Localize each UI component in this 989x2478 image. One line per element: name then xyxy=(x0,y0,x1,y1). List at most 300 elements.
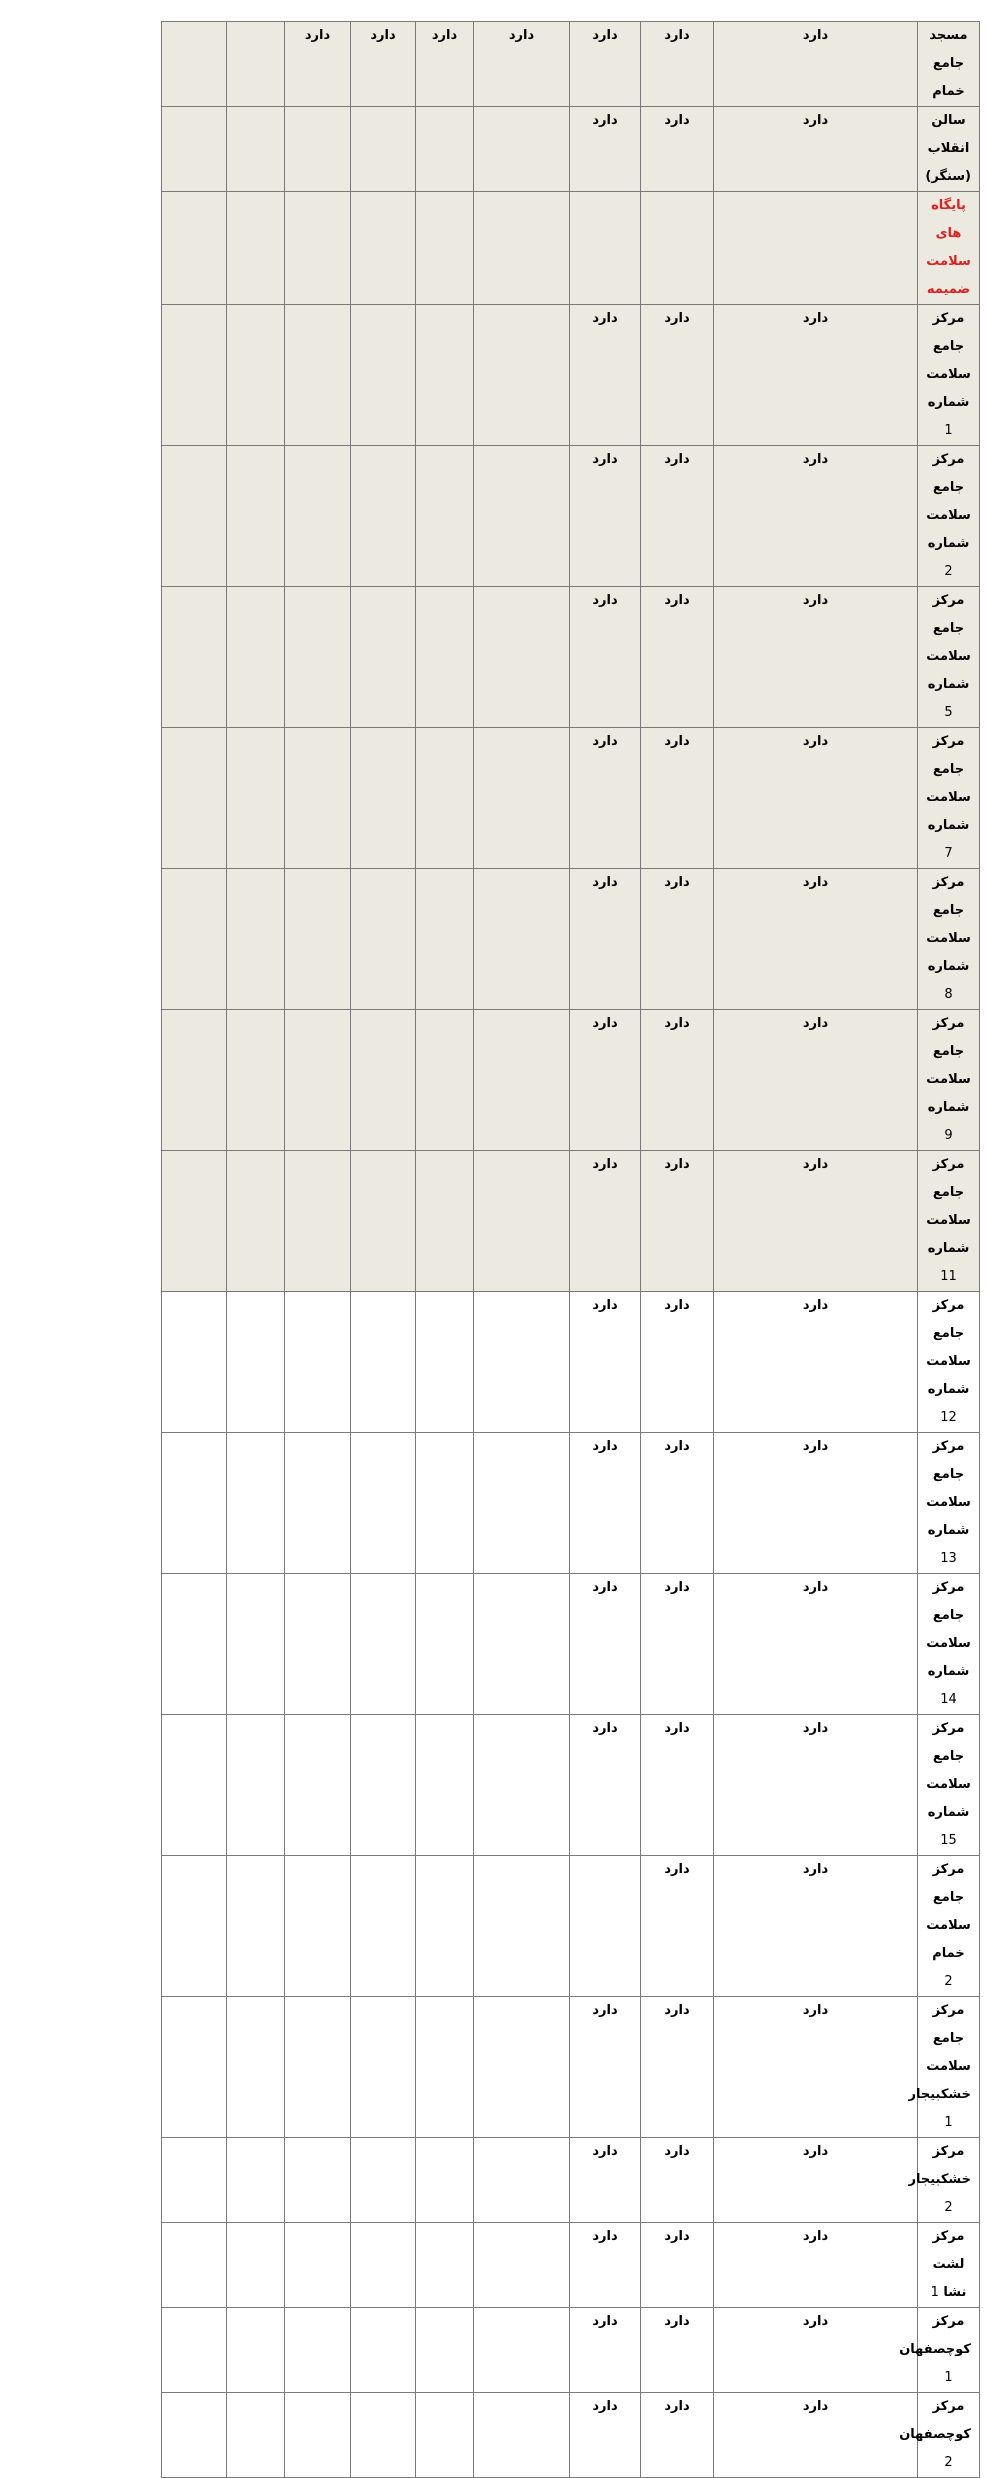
table-row xyxy=(162,107,980,192)
value-cell xyxy=(714,192,918,305)
value-cell xyxy=(162,1715,227,1856)
value-cell xyxy=(570,1715,641,1856)
value-cell xyxy=(570,2223,641,2308)
value-text: دارد xyxy=(592,2399,618,2414)
value-cell xyxy=(351,1574,416,1715)
value-text: دارد xyxy=(802,1721,829,1736)
value-cell xyxy=(351,1433,416,1574)
center-name-cell xyxy=(918,305,980,446)
value-cell xyxy=(570,2393,641,2478)
value-text: دارد xyxy=(592,2003,618,2018)
value-cell xyxy=(714,107,918,192)
value-cell xyxy=(227,587,285,728)
value-cell xyxy=(351,1292,416,1433)
center-name: مسجد جامع خمام xyxy=(929,28,968,99)
value-cell xyxy=(474,1574,570,1715)
value-cell xyxy=(714,1574,918,1715)
value-text: دارد xyxy=(802,1157,829,1172)
value-cell xyxy=(416,869,474,1010)
value-text: دارد xyxy=(802,2003,829,2018)
center-number: 7 xyxy=(944,846,953,861)
value-cell xyxy=(570,869,641,1010)
center-name: مرکز جامع سلامت شماره xyxy=(926,875,971,974)
value-cell xyxy=(641,446,714,587)
value-text: دارد xyxy=(592,1157,618,1172)
center-name: مرکز جامع سلامت شماره xyxy=(926,1439,971,1538)
value-cell xyxy=(162,1574,227,1715)
value-cell xyxy=(641,728,714,869)
center-number: 2 xyxy=(944,1974,953,1989)
value-cell xyxy=(162,1856,227,1997)
value-text: دارد xyxy=(664,593,690,608)
section-header: پایگاه های سلامت ضمیمه xyxy=(926,198,971,297)
value-text: دارد xyxy=(592,311,618,326)
value-cell xyxy=(570,22,641,107)
table-row xyxy=(162,2223,980,2308)
value-cell xyxy=(641,1010,714,1151)
center-number: 1 xyxy=(944,423,953,438)
center-name-cell xyxy=(908,1997,980,2138)
value-cell xyxy=(416,587,474,728)
center-name-cell xyxy=(918,446,980,587)
value-cell xyxy=(416,1010,474,1151)
value-cell xyxy=(714,1292,918,1433)
value-text: دارد xyxy=(802,875,829,890)
value-text: دارد xyxy=(304,28,331,43)
value-text: دارد xyxy=(664,2144,690,2159)
value-cell xyxy=(227,1010,285,1151)
value-text: دارد xyxy=(664,2399,690,2414)
value-cell xyxy=(641,107,714,192)
value-cell xyxy=(227,1856,285,1997)
value-cell xyxy=(162,107,227,192)
center-number: 5 xyxy=(944,705,953,720)
value-cell xyxy=(474,728,570,869)
value-cell xyxy=(570,1433,641,1574)
value-text: دارد xyxy=(664,2229,690,2244)
value-cell xyxy=(416,305,474,446)
value-text: دارد xyxy=(508,28,535,43)
table-row xyxy=(162,192,980,305)
value-text: دارد xyxy=(664,734,690,749)
value-text: دارد xyxy=(802,2399,829,2414)
table-body xyxy=(162,22,980,2478)
value-cell xyxy=(227,1997,285,2138)
value-cell xyxy=(351,107,416,192)
value-cell xyxy=(570,1292,641,1433)
center-name: مرکز جامع سلامت خمام xyxy=(926,1862,971,1961)
value-cell xyxy=(162,1010,227,1151)
value-cell xyxy=(570,2138,641,2223)
center-name: مرکز کوچصفهان xyxy=(899,2399,971,2442)
value-text: دارد xyxy=(802,1439,829,1454)
center-name-cell xyxy=(899,2308,980,2393)
value-cell xyxy=(474,1997,570,2138)
value-cell xyxy=(416,446,474,587)
value-text: دارد xyxy=(592,452,618,467)
value-cell xyxy=(416,728,474,869)
value-cell xyxy=(162,446,227,587)
value-cell xyxy=(285,1574,351,1715)
value-cell xyxy=(570,192,641,305)
value-cell xyxy=(474,1010,570,1151)
table-row xyxy=(162,587,980,728)
value-cell xyxy=(227,2308,285,2393)
value-text: دارد xyxy=(664,1721,690,1736)
value-text: دارد xyxy=(592,1580,618,1595)
value-cell xyxy=(641,2223,714,2308)
table-row xyxy=(162,869,980,1010)
center-name-cell xyxy=(918,1574,980,1715)
value-cell xyxy=(416,1997,474,2138)
value-text: دارد xyxy=(592,593,618,608)
value-cell xyxy=(570,1151,641,1292)
center-name-cell xyxy=(918,1433,980,1574)
center-name: مرکز جامع سلامت شماره xyxy=(926,1298,971,1397)
value-cell xyxy=(351,1856,416,1997)
value-text: دارد xyxy=(664,311,690,326)
value-text: دارد xyxy=(802,1298,829,1313)
table-row xyxy=(162,305,980,446)
value-cell xyxy=(416,1433,474,1574)
value-cell xyxy=(641,305,714,446)
center-name: مرکز خشکبیجار xyxy=(908,2144,971,2187)
value-cell xyxy=(641,1997,714,2138)
value-cell xyxy=(641,192,714,305)
value-cell xyxy=(474,1856,570,1997)
center-name-cell xyxy=(918,1151,980,1292)
center-name: مرکز جامع سلامت شماره xyxy=(926,311,971,410)
value-cell xyxy=(285,107,351,192)
value-cell xyxy=(285,2308,351,2393)
value-text: دارد xyxy=(664,875,690,890)
value-cell xyxy=(714,1010,918,1151)
value-cell xyxy=(641,1574,714,1715)
center-number: 12 xyxy=(940,1410,957,1425)
value-cell xyxy=(474,305,570,446)
value-cell xyxy=(227,1715,285,1856)
value-text: دارد xyxy=(664,2003,690,2018)
value-cell xyxy=(162,1292,227,1433)
value-text: دارد xyxy=(592,113,618,128)
table-row xyxy=(162,1856,980,1997)
center-number: 1 xyxy=(944,2115,953,2130)
value-cell xyxy=(714,305,918,446)
value-cell xyxy=(714,2393,918,2478)
value-cell xyxy=(641,2138,714,2223)
value-cell xyxy=(227,728,285,869)
value-cell xyxy=(285,1010,351,1151)
value-cell xyxy=(570,446,641,587)
table-row xyxy=(162,1574,980,1715)
value-cell xyxy=(474,2138,570,2223)
value-text: دارد xyxy=(592,875,618,890)
value-text: دارد xyxy=(370,28,396,43)
value-cell xyxy=(227,1574,285,1715)
center-name: مرکز جامع سلامت شماره xyxy=(926,734,971,833)
value-cell xyxy=(474,192,570,305)
value-cell xyxy=(416,107,474,192)
center-number: 2 xyxy=(944,2455,953,2470)
value-cell xyxy=(641,1433,714,1574)
value-cell xyxy=(351,1997,416,2138)
center-name-cell xyxy=(918,192,980,305)
value-cell xyxy=(162,869,227,1010)
table-row xyxy=(162,446,980,587)
value-cell xyxy=(227,2223,285,2308)
value-text: دارد xyxy=(664,1298,690,1313)
value-cell xyxy=(714,1715,918,1856)
value-cell xyxy=(285,869,351,1010)
center-name-cell xyxy=(918,869,980,1010)
value-text: دارد xyxy=(592,1016,618,1031)
value-cell xyxy=(416,2223,474,2308)
value-cell xyxy=(162,1997,227,2138)
value-cell xyxy=(474,2308,570,2393)
value-text: دارد xyxy=(592,1298,618,1313)
value-cell xyxy=(285,1433,351,1574)
center-number: 11 xyxy=(940,1269,957,1284)
value-cell xyxy=(474,1292,570,1433)
value-cell xyxy=(285,446,351,587)
center-number: 14 xyxy=(940,1692,957,1707)
value-cell xyxy=(162,2223,227,2308)
value-cell xyxy=(162,728,227,869)
value-text: دارد xyxy=(802,734,829,749)
value-cell xyxy=(285,587,351,728)
value-cell xyxy=(162,587,227,728)
value-cell xyxy=(714,1151,918,1292)
value-cell xyxy=(227,107,285,192)
value-cell xyxy=(570,305,641,446)
value-cell xyxy=(714,869,918,1010)
center-name-cell xyxy=(918,22,980,107)
value-cell xyxy=(351,2393,416,2478)
value-cell xyxy=(416,1151,474,1292)
value-text: دارد xyxy=(664,1580,690,1595)
value-text: دارد xyxy=(664,28,690,43)
value-cell xyxy=(714,1433,918,1574)
value-cell xyxy=(714,446,918,587)
value-cell xyxy=(474,2393,570,2478)
value-text: دارد xyxy=(802,452,829,467)
value-cell xyxy=(227,305,285,446)
value-cell xyxy=(285,2223,351,2308)
value-cell xyxy=(351,1010,416,1151)
value-cell xyxy=(641,1151,714,1292)
center-name: سالن انقلاب (سنگر) xyxy=(925,113,971,184)
value-cell xyxy=(227,2138,285,2223)
value-cell xyxy=(641,2308,714,2393)
center-name: مرکز جامع سلامت شماره xyxy=(926,593,971,692)
value-cell xyxy=(416,1292,474,1433)
health-centers-table xyxy=(161,21,980,2478)
value-cell xyxy=(285,1715,351,1856)
value-cell xyxy=(474,22,570,107)
value-cell xyxy=(714,2138,918,2223)
value-cell xyxy=(351,2138,416,2223)
value-cell xyxy=(285,305,351,446)
value-text: دارد xyxy=(664,2314,690,2329)
value-cell xyxy=(570,1010,641,1151)
value-text: دارد xyxy=(802,1016,829,1031)
value-cell xyxy=(351,22,416,107)
value-text: دارد xyxy=(664,113,690,128)
center-name: مرکز جامع سلامت خشکبیجار xyxy=(908,2003,971,2102)
value-cell xyxy=(570,1856,641,1997)
value-cell xyxy=(227,1151,285,1292)
value-cell xyxy=(416,22,474,107)
value-cell xyxy=(416,2138,474,2223)
center-name-cell xyxy=(918,587,980,728)
value-text: دارد xyxy=(664,1862,690,1877)
value-cell xyxy=(714,1997,918,2138)
table-row xyxy=(162,1997,980,2138)
value-cell xyxy=(641,22,714,107)
value-cell xyxy=(570,2308,641,2393)
value-cell xyxy=(227,192,285,305)
value-cell xyxy=(416,1715,474,1856)
value-text: دارد xyxy=(592,1721,618,1736)
table-row xyxy=(162,728,980,869)
center-name: مرکز جامع سلامت شماره xyxy=(926,1016,971,1115)
value-text: دارد xyxy=(592,28,618,43)
value-text: دارد xyxy=(592,2144,618,2159)
value-cell xyxy=(162,1433,227,1574)
value-cell xyxy=(570,1574,641,1715)
value-cell xyxy=(351,446,416,587)
value-cell xyxy=(416,2308,474,2393)
value-cell xyxy=(474,107,570,192)
value-cell xyxy=(351,2223,416,2308)
value-cell xyxy=(570,587,641,728)
value-cell xyxy=(714,2223,918,2308)
center-name: مرکز کوچصفهان xyxy=(899,2314,971,2357)
value-cell xyxy=(570,107,641,192)
value-cell xyxy=(714,22,918,107)
value-text: دارد xyxy=(802,2314,829,2329)
value-cell xyxy=(227,446,285,587)
value-cell xyxy=(285,1292,351,1433)
value-cell xyxy=(351,869,416,1010)
value-cell xyxy=(416,192,474,305)
center-number: 1 xyxy=(944,2370,953,2385)
value-cell xyxy=(351,2308,416,2393)
value-cell xyxy=(714,728,918,869)
value-cell xyxy=(285,1856,351,1997)
table-row xyxy=(162,1433,980,1574)
value-text: دارد xyxy=(592,734,618,749)
value-cell xyxy=(227,2393,285,2478)
value-cell xyxy=(474,1433,570,1574)
value-cell xyxy=(162,192,227,305)
value-text: دارد xyxy=(592,1439,618,1454)
center-name-cell xyxy=(918,1856,980,1997)
value-text: دارد xyxy=(802,593,829,608)
value-cell xyxy=(162,2308,227,2393)
value-cell xyxy=(641,2393,714,2478)
value-text: دارد xyxy=(802,2229,829,2244)
value-cell xyxy=(714,587,918,728)
center-name-cell xyxy=(918,2223,980,2308)
center-name-cell xyxy=(899,2393,980,2478)
center-number: 15 xyxy=(940,1833,957,1848)
center-name-cell xyxy=(918,1010,980,1151)
center-name-cell xyxy=(918,728,980,869)
value-text: دارد xyxy=(664,1439,690,1454)
value-cell xyxy=(227,22,285,107)
value-cell xyxy=(227,1292,285,1433)
value-cell xyxy=(474,1715,570,1856)
center-number: 13 xyxy=(940,1551,957,1566)
value-cell xyxy=(162,1151,227,1292)
value-cell xyxy=(162,2138,227,2223)
value-cell xyxy=(474,869,570,1010)
value-cell xyxy=(351,1151,416,1292)
value-cell xyxy=(714,2308,918,2393)
value-cell xyxy=(285,22,351,107)
table-row xyxy=(162,22,980,107)
value-cell xyxy=(416,2393,474,2478)
value-cell xyxy=(285,728,351,869)
value-text: دارد xyxy=(802,2144,829,2159)
value-cell xyxy=(474,446,570,587)
value-cell xyxy=(285,2138,351,2223)
table-row xyxy=(162,1292,980,1433)
value-text: دارد xyxy=(664,1157,690,1172)
value-cell xyxy=(351,1715,416,1856)
value-cell xyxy=(351,192,416,305)
center-name: مرکز جامع سلامت شماره xyxy=(926,1721,971,1820)
value-cell xyxy=(641,869,714,1010)
table-row xyxy=(162,1151,980,1292)
value-cell xyxy=(641,1292,714,1433)
value-cell xyxy=(351,728,416,869)
value-text: دارد xyxy=(802,28,829,43)
center-name-cell xyxy=(918,1292,980,1433)
value-cell xyxy=(474,587,570,728)
value-cell xyxy=(570,1997,641,2138)
center-name: مرکز لشت نشا xyxy=(932,2229,967,2300)
table-row xyxy=(162,1010,980,1151)
center-name-cell xyxy=(918,1715,980,1856)
value-cell xyxy=(714,1856,918,1997)
value-text: دارد xyxy=(802,1580,829,1595)
center-name: مرکز جامع سلامت شماره xyxy=(926,452,971,551)
value-cell xyxy=(285,192,351,305)
value-cell xyxy=(162,22,227,107)
value-text: دارد xyxy=(592,2229,618,2244)
value-cell xyxy=(285,2393,351,2478)
value-cell xyxy=(162,2393,227,2478)
value-text: دارد xyxy=(592,2314,618,2329)
table-row xyxy=(162,2393,980,2478)
value-cell xyxy=(227,1433,285,1574)
center-name-cell xyxy=(918,107,980,192)
value-cell xyxy=(641,587,714,728)
value-text: دارد xyxy=(664,452,690,467)
table-row xyxy=(162,2308,980,2393)
value-cell xyxy=(227,869,285,1010)
value-cell xyxy=(351,587,416,728)
value-cell xyxy=(474,1151,570,1292)
table-row xyxy=(162,2138,980,2223)
value-cell xyxy=(570,728,641,869)
value-cell xyxy=(416,1856,474,1997)
value-cell xyxy=(351,305,416,446)
value-cell xyxy=(285,1151,351,1292)
center-number: 8 xyxy=(944,987,953,1002)
